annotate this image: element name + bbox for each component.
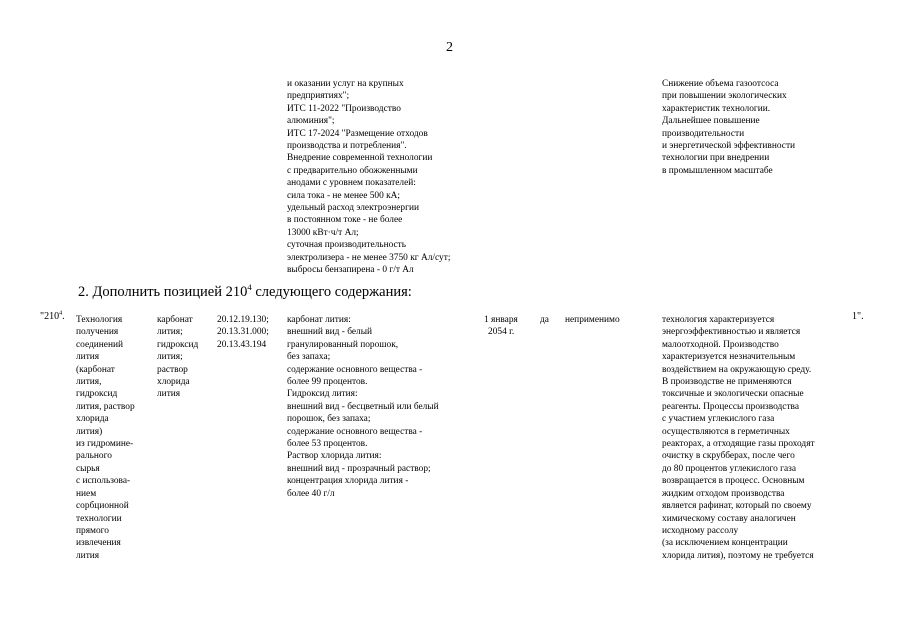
technology-name-line: технологии	[76, 513, 122, 524]
top-right-line: при повышении экологических	[662, 91, 787, 102]
description-line: характеризуется незначительным	[662, 352, 796, 363]
top-middle-column	[287, 78, 450, 277]
technology-name-line: гидроксид	[76, 389, 118, 400]
product-line: лития;	[157, 352, 183, 363]
section-heading	[78, 283, 412, 301]
okpd-code-line: 20.13.31.000;	[217, 327, 269, 338]
description-line: технология характеризуется	[662, 315, 775, 325]
product-line: раствор	[157, 364, 188, 375]
technology-name-line: лития, раствор	[76, 401, 135, 412]
top-right-line: характеристик технологии.	[662, 103, 771, 114]
row-number-dot: .	[62, 311, 65, 322]
technology-name-line: лития	[76, 352, 100, 363]
description-line: является рафинат, который по своему	[662, 501, 812, 512]
technology-name-line: соединений	[76, 339, 124, 350]
product-line: гидроксид	[157, 339, 199, 350]
top-middle-line: суточная производительность	[287, 240, 407, 251]
okpd-code-line: 20.13.43.194	[217, 339, 267, 350]
technology-name-line: получения	[76, 327, 119, 338]
description-line: возвращается в процесс. Основным	[662, 476, 805, 487]
product-spec-line: гранулированный порошок,	[287, 339, 399, 350]
product-spec-line: более 53 процентов.	[287, 439, 368, 450]
description-line: токсичные и экологически опасные	[662, 389, 804, 400]
top-middle-line: с предварительно обожженными	[287, 165, 418, 176]
product-spec-line: Раствор хлорида лития:	[287, 451, 382, 462]
okpd-codes-column	[217, 314, 269, 351]
technology-name-line: извлечения	[76, 538, 121, 549]
top-middle-line: и оказании услуг на крупных	[287, 79, 404, 89]
product-line: карбонат	[157, 315, 193, 325]
top-middle-line: предприятиях";	[287, 91, 350, 102]
product-spec-line: внешний вид - белый	[287, 327, 373, 338]
top-middle-line: ИТС 11-2022 "Производство	[287, 103, 401, 114]
top-right-column	[662, 78, 795, 177]
technology-name-line: лития)	[76, 426, 103, 437]
product-spec-line: более 40 г/л	[287, 488, 335, 499]
description-line: химическому составу аналогичен	[662, 513, 796, 524]
date-line-2: 2054 г.	[488, 327, 515, 338]
description-line: энергоэффективностью и является	[662, 327, 801, 338]
row-close-quote: 1".	[852, 311, 864, 322]
technology-name-line: хлорида	[76, 414, 109, 425]
product-spec-line: Гидроксид лития:	[287, 389, 358, 400]
product-line: лития;	[157, 327, 183, 338]
top-middle-line: удельный расход электроэнергии	[287, 203, 419, 214]
technology-name-line: нием	[76, 488, 97, 499]
product-line: хлорида	[157, 377, 190, 388]
top-right-line: Снижение объема газоотсоса	[662, 79, 779, 89]
product-line: лития	[157, 389, 181, 400]
row-open-quote: "210	[40, 311, 60, 322]
description-line: (за исключением концентрации	[662, 538, 788, 549]
top-middle-line: выбросы бензапирена - 0 г/т Ал	[287, 265, 414, 276]
top-right-line: производительности	[662, 128, 745, 139]
top-right-line: технологии при внедрении	[662, 153, 770, 164]
product-spec-line: внешний вид - прозрачный раствор;	[287, 463, 431, 474]
product-spec-line: содержание основного вещества -	[287, 364, 423, 375]
row-number	[40, 311, 65, 323]
technology-name-line: с использова-	[76, 476, 131, 487]
top-middle-line: производства и потребления".	[287, 141, 407, 152]
row-number-superscript: 4	[59, 310, 63, 317]
description-line: воздействием на окружающую среду.	[662, 364, 812, 375]
not-applicable-cell: неприменимо	[565, 315, 620, 325]
date-cell	[484, 314, 518, 339]
technology-name-line: сорбционной	[76, 501, 129, 512]
okpd-code-line: 20.12.19.130;	[217, 315, 269, 325]
technology-name-line: Технология	[76, 315, 123, 325]
date-line-1: 1 января	[484, 315, 518, 325]
description-line: жидким отходом производства	[662, 488, 785, 499]
product-spec-line: без запаха;	[287, 352, 331, 363]
top-middle-line: ИТС 17-2024 "Размещение отходов	[287, 128, 428, 139]
technology-name-line: лития,	[76, 377, 102, 388]
top-middle-line: анодами с уровнем показателей:	[287, 178, 416, 189]
top-right-line: и энергетической эффективности	[662, 141, 796, 152]
heading-superscript: 4	[247, 282, 252, 293]
product-spec-line: более 99 процентов.	[287, 377, 368, 388]
technology-name-column	[76, 314, 135, 562]
top-middle-line: алюминия";	[287, 116, 335, 127]
top-right-line: в промышленном масштабе	[662, 165, 773, 176]
description-line: малоотходной. Производство	[662, 339, 779, 350]
top-middle-line: Внедрение современной технологии	[287, 153, 433, 164]
technology-name-line: (карбонат	[76, 364, 115, 375]
product-specs-column	[287, 314, 439, 500]
top-middle-line: в постоянном токе - не более	[287, 215, 403, 226]
description-line: осуществляются в герметичных	[662, 426, 790, 437]
product-spec-line: внешний вид - бесцветный или белый	[287, 401, 439, 412]
flag-cell: да	[540, 315, 549, 325]
description-line: до 80 процентов углекислого газа	[662, 463, 797, 474]
technology-name-line: сырья	[76, 463, 100, 474]
product-spec-line: содержание основного вещества -	[287, 426, 423, 437]
product-spec-line: порошок, без запаха;	[287, 414, 371, 425]
description-line: реагенты. Процессы производства	[662, 401, 800, 412]
page-number: 2	[446, 40, 453, 55]
description-column	[662, 314, 815, 562]
top-middle-line: сила тока - не менее 500 кА;	[287, 190, 401, 201]
description-line: очистку в скрубберах, после чего	[662, 451, 795, 462]
top-middle-line: электролизера - не менее 3750 кг Ал/сут;	[287, 252, 451, 263]
description-line: с участием углекислого газа	[662, 414, 775, 425]
description-line: исходному рассолу	[662, 525, 739, 536]
description-line: В производстве не применяются	[662, 377, 792, 388]
top-middle-line: 13000 кВт·ч/т Ал;	[287, 227, 359, 238]
technology-name-line: прямого	[76, 525, 109, 536]
technology-name-line: из гидромине-	[76, 439, 134, 450]
technology-name-line: лития	[76, 550, 100, 561]
product-spec-line: концентрация хлорида лития -	[287, 476, 409, 487]
product-spec-line: карбонат лития:	[287, 315, 351, 325]
heading-text-after: следующего содержания:	[251, 284, 412, 300]
technology-name-line: рального	[76, 451, 112, 462]
top-right-line: Дальнейшее повышение	[662, 116, 760, 127]
products-column	[157, 314, 198, 401]
description-line: хлорида лития), поэтому не требуется	[662, 550, 814, 561]
heading-text-before: 2. Дополнить позицией 210	[78, 284, 248, 300]
description-line: реакторах, а отходящие газы проходят	[662, 439, 815, 450]
